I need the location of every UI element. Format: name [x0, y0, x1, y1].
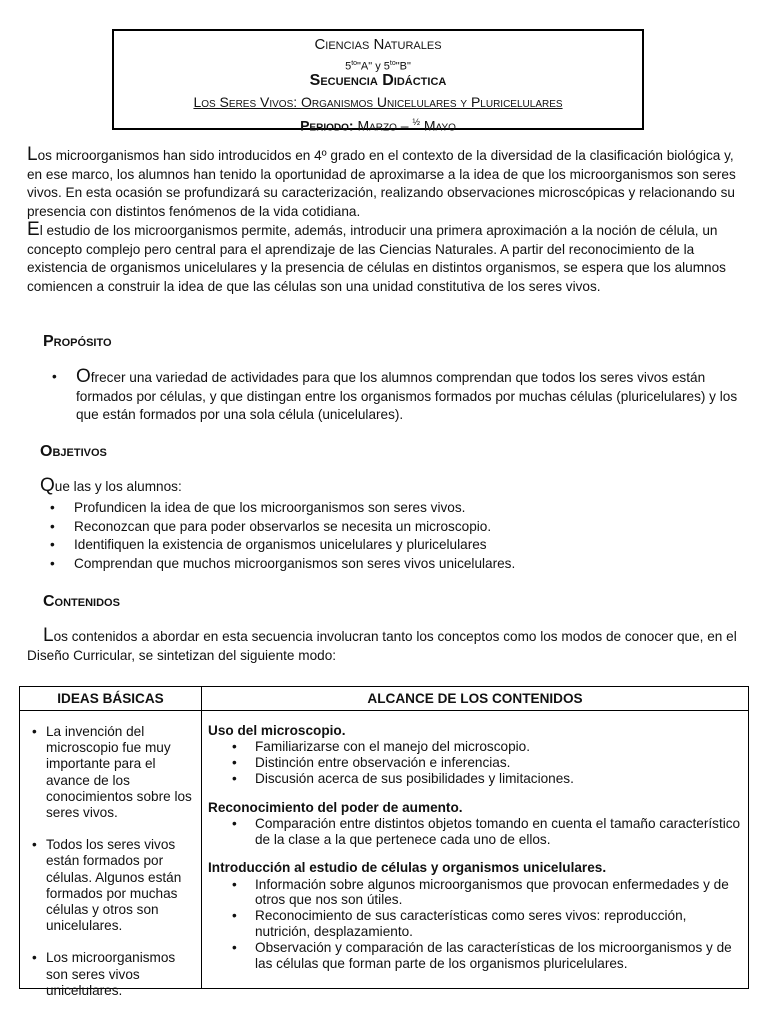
list-item: • Comprendan que muchos microorganismos son seres vivos unicelulares. [44, 555, 744, 574]
section-title-contenidos: Contenidos [43, 593, 120, 610]
drop-letter: L [43, 625, 54, 646]
idea-item: • La invención del microscopio fue muy importante para el avance de los conocimientos sobre los seres vivos. [30, 724, 195, 821]
scope-block-microscope [208, 723, 743, 787]
period-start: Marzo – [357, 117, 413, 134]
scope-item: • Información sobre algunos microorganismos que provocan enfermedades y de otros que nos son útiles. [208, 877, 743, 909]
section-title-objetivos: Objetivos [40, 443, 107, 460]
contenidos-text: os contenidos a abordar en esta secuencia involucran tanto los conceptos como los modos de conocer que, en el Diseño Curricular, se sintetizan del siguiente modo: [27, 629, 737, 663]
scope-block-magnification [208, 800, 743, 848]
course-b-sup: to [389, 60, 396, 67]
intro-text-1: os microorganismos han sido introducidos en 4º grado en el contexto de la diversidad de la clasificación biológica y, en ese marco, los alumnos han tenido la oportunidad de aproximarse a la idea de que los microorganismos son seres vivos. En esta ocasión se profundizará su caracterización, realizando observaciones microscópicas y relacionando su presencia con distintos fenómenos de la vida cotidiana. [27, 148, 736, 219]
course-a-sup: to [351, 60, 358, 67]
scope-block-cells [208, 860, 743, 971]
scope-item: • Comparación entre distintos objetos tomando en cuenta el tamaño característico de la clase a la que pertenece cada uno de ellos. [208, 816, 743, 848]
drop-letter: Q [40, 475, 55, 496]
scope-item: • Discusión acerca de sus posibilidades y limitaciones. [208, 771, 743, 787]
contents-table [19, 686, 749, 998]
objetivos-lead [40, 477, 752, 497]
list-item: • Reconozcan que para poder observarlos se necesita un microscopio. [44, 518, 744, 537]
intro-paragraph-2 [27, 221, 739, 296]
header-box [112, 29, 644, 134]
scope-heading: Uso del microscopio. [208, 723, 346, 738]
ideas-list [30, 724, 195, 1015]
list-item [46, 368, 746, 425]
list-item: • Identifiquen la existencia de organismos unicelulares y pluricelulares [44, 536, 744, 555]
idea-item: • Los microorganismos son seres vivos unicelulares. [30, 950, 195, 999]
scope-item: • Distinción entre observación e inferencias. [208, 755, 743, 771]
list-item: • Profundicen la idea de que los microorganismos son seres vivos. [44, 499, 744, 518]
period-line [114, 113, 642, 135]
intro-text-2: l estudio de los microorganismos permite, además, introducir una primera aproximación a la noción de célula, un concepto complejo pero central para el aprendizaje de las Ciencias Naturales. A partir del reconocimiento de la existencia de organismos unicelulares y la presencia de células en distintos organismos, se espera que los alumnos comiencen a construir la idea de que las células son una unidad constitutiva de los seres vivos. [27, 223, 726, 294]
period-end: Mayo [419, 117, 456, 134]
subject-title: Ciencias Naturales [314, 36, 442, 53]
scope-items [208, 877, 743, 972]
course-a-num: 5 [345, 60, 352, 73]
column-divider [201, 687, 202, 988]
idea-item: • Todos los seres vivos están formados por células. Algunos están formados por muchas células y otros son unicelulares. [30, 837, 195, 934]
course-b-num: 5 [383, 60, 390, 73]
document-title: Secuencia Didáctica [309, 72, 447, 89]
period-label: Periodo: [300, 117, 354, 134]
course-a-rest: "A" y [357, 60, 384, 73]
course-b-rest: "B" [395, 60, 411, 73]
scope-item: • Observación y comparación de las características de los microorganismos y de las células que forman parte de los organismos pluricelulares. [208, 940, 743, 972]
scope-items [208, 816, 743, 848]
period-fraction: ½ [412, 117, 420, 127]
topic-title: Los Seres Vivos: Organismos Unicelulares y Pluricelulares [193, 94, 563, 110]
section-title-proposito: Propósito [43, 333, 112, 350]
scope-item: • Reconocimiento de sus características como seres vivos: reproducción, nutrición, desplazamiento. [208, 908, 743, 940]
proposito-list [46, 368, 746, 425]
proposito-text: frecer una variedad de actividades para que los alumnos comprendan que todos los seres vivos están formados por células, y que distingan entre los organismos formados por muchas células (pluricelulares) y los que están formados por una sola célula (unicelulares). [76, 370, 738, 423]
column-header-ideas: IDEAS BÁSICAS [57, 691, 164, 706]
objetivos-list [44, 499, 744, 573]
drop-letter: E [27, 219, 40, 240]
drop-letter: O [76, 366, 91, 387]
header-divider [20, 710, 748, 711]
objetivos-lead-text: ue las y los alumnos: [54, 479, 182, 494]
drop-letter: L [27, 144, 38, 165]
scope-heading: Reconocimiento del poder de aumento. [208, 799, 463, 815]
scope-heading: Introducción al estudio de células y organismos unicelulares. [208, 860, 607, 876]
scope-items [208, 739, 743, 786]
column-header-alcance: ALCANCE DE LOS CONTENIDOS [367, 691, 583, 706]
scope-item: • Familiarizarse con el manejo del microscopio. [208, 739, 743, 755]
contenidos-paragraph [27, 627, 739, 665]
intro-paragraph-1 [27, 146, 739, 221]
scope-column [208, 723, 743, 984]
